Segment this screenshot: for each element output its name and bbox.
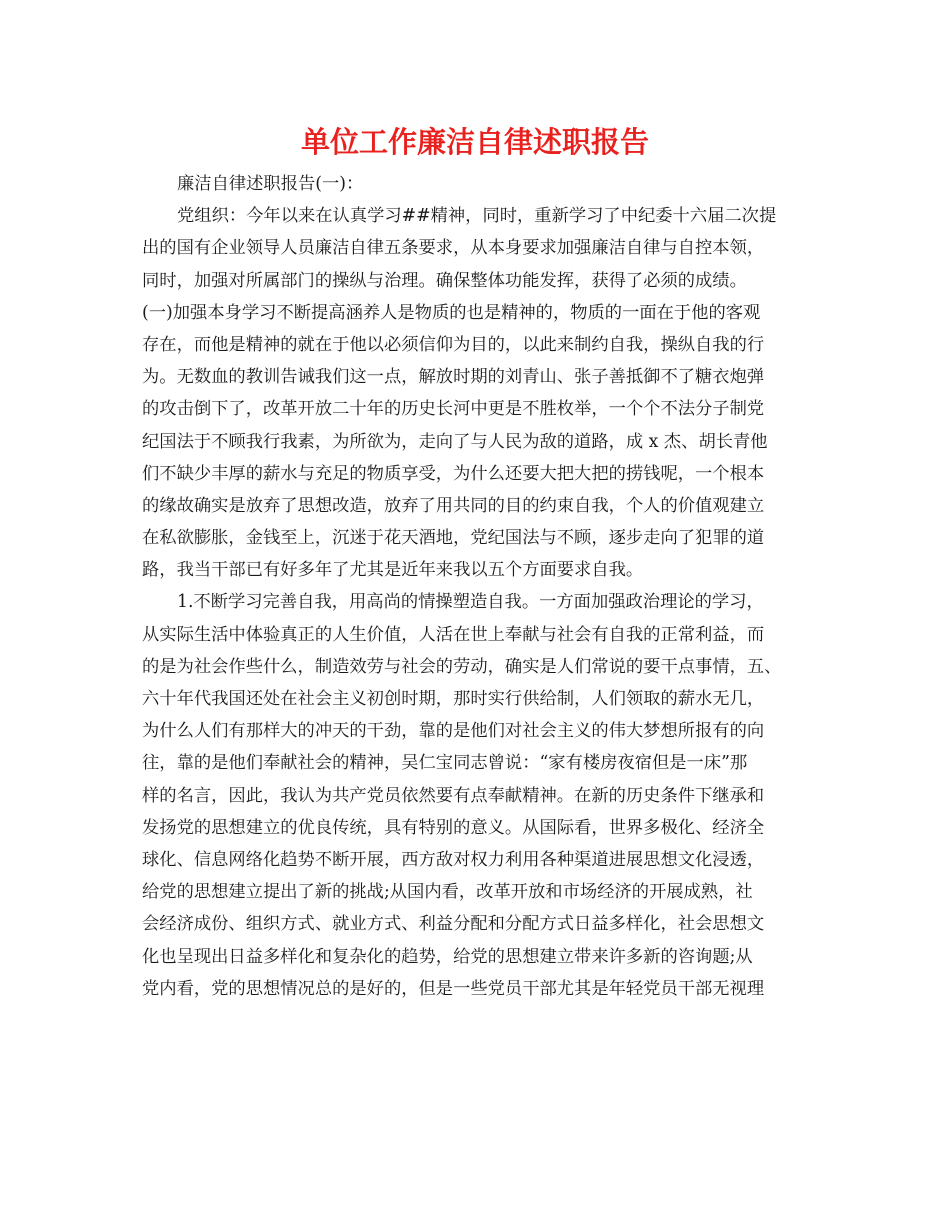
document-body [142, 168, 814, 1005]
text-line: 的攻击倒下了，改革开放二十年的历史长河中更是不胜枚举，一个个不法分子制党 [142, 399, 765, 420]
text-line: 发扬党的思想建立的优良传统，具有特别的意义。从国际看，世界多极化、经济全 [142, 817, 765, 838]
text-line: 球化、信息网络化趋势不断开展，西方敌对权力利用各种渠道进展思想文化浸透， [142, 849, 765, 870]
text-line: 出的国有企业领导人员廉洁自律五条要求，从本身要求加强廉洁自律与自控本领， [142, 238, 765, 259]
text-line: 路，我当干部已有好多年了尤其是近年来我以五个方面要求自我。 [142, 560, 644, 581]
text-line: 党组织：今年以来在认真学习##精神，同时，重新学习了中纪委十六届二次提 [177, 206, 777, 227]
text-line: 的是为社会作些什么，制造效劳与社会的劳动，确实是人们常说的要干点事情，五、 [142, 656, 782, 677]
text-line: 党内看，党的思想情况总的是好的，但是一些党员干部尤其是年轻党员干部无视理 [142, 978, 765, 999]
text-line: 为什么人们有那样大的冲天的干劲，靠的是他们对社会主义的伟大梦想所报有的向 [142, 721, 765, 742]
text-line: 从实际生活中体验真正的人生价值，人活在世上奉献与社会有自我的正常利益，而 [142, 624, 765, 645]
text-line: 存在，而他是精神的就在于他以必须信仰为目的，以此来制约自我，操纵自我的行 [142, 334, 765, 355]
text-line: 1.不断学习完善自我，用高尚的情操塑造自我。一方面加强政治理论的学习， [177, 592, 764, 613]
text-line: 样的名言，因此，我认为共产党员依然要有点奉献精神。在新的历史条件下继承和 [142, 785, 765, 806]
text-line: 六十年代我国还处在社会主义初创时期，那时实行供给制，人们领取的薪水无几， [142, 689, 765, 709]
text-line: 在私欲膨胀，金钱至上，沉迷于花天酒地，党纪国法与不顾，逐步走向了犯罪的道 [142, 528, 765, 549]
text-line: 往，靠的是他们奉献社会的精神，吴仁宝同志曾说：“家有楼房夜宿但是一床”那 [142, 753, 748, 774]
text-line: 们不缺少丰厚的薪水与充足的物质享受，为什么还要大把大把的捞钱呢，一个根本 [142, 463, 765, 484]
text-line: 纪国法于不顾我行我素，为所欲为，走向了与人民为敌的道路，成 x 杰、胡长青他 [142, 431, 768, 452]
text-line: 化也呈现出日益多样化和复杂化的趋势，给党的思想建立带来许多新的咨询题;从 [142, 946, 753, 967]
text-line: 给党的思想建立提出了新的挑战;从国内看，改革开放和市场经济的开展成熟，社 [142, 882, 753, 903]
text-line: 廉洁自律述职报告(一)： [177, 174, 364, 194]
document-title: 单位工作廉洁自律述职报告 [300, 125, 649, 159]
text-line: (一)加强本身学习不断提高涵养人是物质的也是精神的，物质的一面在于他的客观 [142, 302, 761, 323]
text-line: 的缘故确实是放弃了思想改造，放弃了用共同的目的约束自我，个人的价值观建立 [142, 495, 765, 516]
text-line: 会经济成份、组织方式、就业方式、利益分配和分配方式日益多样化，社会思想文 [142, 914, 765, 935]
text-line: 同时，加强对所属部门的操纵与治理。确保整体功能发挥，获得了必须的成绩。 [142, 270, 747, 291]
text-line: 为。无数血的教训告诫我们这一点，解放时期的刘青山、张子善抵御不了糖衣炮弹 [142, 367, 765, 388]
